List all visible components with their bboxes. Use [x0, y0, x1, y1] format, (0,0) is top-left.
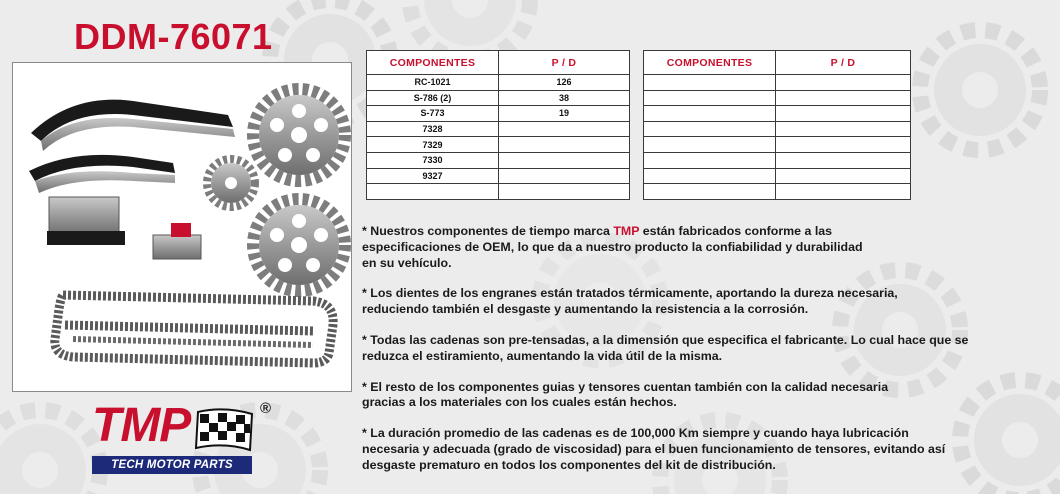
cam-sprocket-icon	[253, 199, 345, 291]
cell-pd	[776, 106, 911, 122]
large-sprocket-icon	[253, 89, 345, 181]
cell-component: 7328	[367, 121, 499, 137]
table-header-row	[367, 51, 630, 75]
column-header-components: COMPONENTES	[367, 51, 499, 75]
cell-component: RC-1021	[367, 75, 499, 91]
cell-component	[644, 75, 776, 91]
components-table-right	[643, 50, 911, 200]
table-row	[367, 75, 630, 91]
note-duration: * La duración promedio de las cadenas es de 100,000 Km siempre y cuando haya lubricación necesaria y adecuada (grado de viscosidad) para el buen funcionamiento de tensores, evitando así desgaste prematuro en todos los componentes del kit de distribución.	[362, 426, 946, 472]
cell-pd: 38	[499, 90, 630, 106]
note-oem-text-end: están fabricados conforme a las especificaciones de OEM, lo que da a nuestro producto la confiabilidad y durabilidad en su vehículo.	[362, 224, 863, 270]
small-sprocket-icon	[207, 159, 255, 207]
cell-component: S-786 (2)	[367, 90, 499, 106]
cell-component	[644, 106, 776, 122]
note-oem-text: * Nuestros componentes de tiempo marca	[362, 224, 614, 238]
note-gears: * Los dientes de los engranes están tratados térmicamente, aportando la dureza necesaria, reduciendo también el desgaste y aumentando la resistencia a la corrosión.	[362, 286, 898, 317]
timing-chain-icon	[55, 295, 333, 363]
cell-component	[644, 121, 776, 137]
table-row	[644, 152, 911, 168]
column-header-components: COMPONENTES	[644, 51, 776, 75]
cell-pd	[499, 137, 630, 153]
cell-pd	[499, 121, 630, 137]
timing-kit-illustration	[13, 63, 353, 393]
table-row	[644, 184, 911, 200]
table-row	[644, 137, 911, 153]
cell-pd	[499, 168, 630, 184]
cell-component	[367, 184, 499, 200]
table-row	[367, 184, 630, 200]
note-oem	[362, 224, 1052, 271]
cell-component: 7330	[367, 152, 499, 168]
page-title: DDM-76071	[74, 16, 273, 57]
tmp-logo	[88, 400, 288, 480]
logo-wordmark: TMP	[92, 399, 191, 452]
cell-component: 9327	[367, 168, 499, 184]
logo-tagline: TECH MOTOR PARTS	[92, 456, 252, 474]
cell-pd	[499, 152, 630, 168]
product-notes	[362, 224, 1052, 489]
cell-pd	[499, 184, 630, 200]
table-row	[644, 90, 911, 106]
brand-name: TMP	[613, 224, 640, 238]
cell-pd	[776, 168, 911, 184]
table-row	[367, 168, 630, 184]
cell-component: S-773	[367, 106, 499, 122]
table-row	[644, 121, 911, 137]
cell-pd: 126	[499, 75, 630, 91]
cell-pd	[776, 75, 911, 91]
cell-component: 7329	[367, 137, 499, 153]
note-chains: * Todas las cadenas son pre-tensadas, a la dimensión que especifica el fabricante. Lo cual hace que se reduzca el estiramiento, aumentando la vida útil de la misma.	[362, 332, 969, 363]
table-row	[644, 75, 911, 91]
table-row	[644, 168, 911, 184]
cell-component	[644, 137, 776, 153]
cell-component	[644, 90, 776, 106]
cell-pd	[776, 152, 911, 168]
cell-pd	[776, 184, 911, 200]
product-image	[12, 62, 352, 392]
table-row	[367, 90, 630, 106]
cell-pd	[776, 121, 911, 137]
components-table-left	[366, 50, 630, 200]
column-header-pd: P / D	[776, 51, 911, 75]
note-guides: * El resto de los componentes guias y tensores cuentan también con la calidad necesaria gracias a los materiales con los cuales están hechos.	[362, 379, 889, 410]
table-row	[644, 106, 911, 122]
table-row	[367, 121, 630, 137]
cell-pd	[776, 137, 911, 153]
table-row	[367, 106, 630, 122]
registered-mark: ®	[260, 400, 272, 417]
cell-pd: 19	[499, 106, 630, 122]
table-row	[367, 152, 630, 168]
cell-component	[644, 184, 776, 200]
checkered-flag-icon	[194, 408, 256, 454]
table-row	[367, 137, 630, 153]
column-header-pd: P / D	[499, 51, 630, 75]
cell-pd	[776, 90, 911, 106]
table-header-row	[644, 51, 911, 75]
cell-component	[644, 152, 776, 168]
cell-component	[644, 168, 776, 184]
